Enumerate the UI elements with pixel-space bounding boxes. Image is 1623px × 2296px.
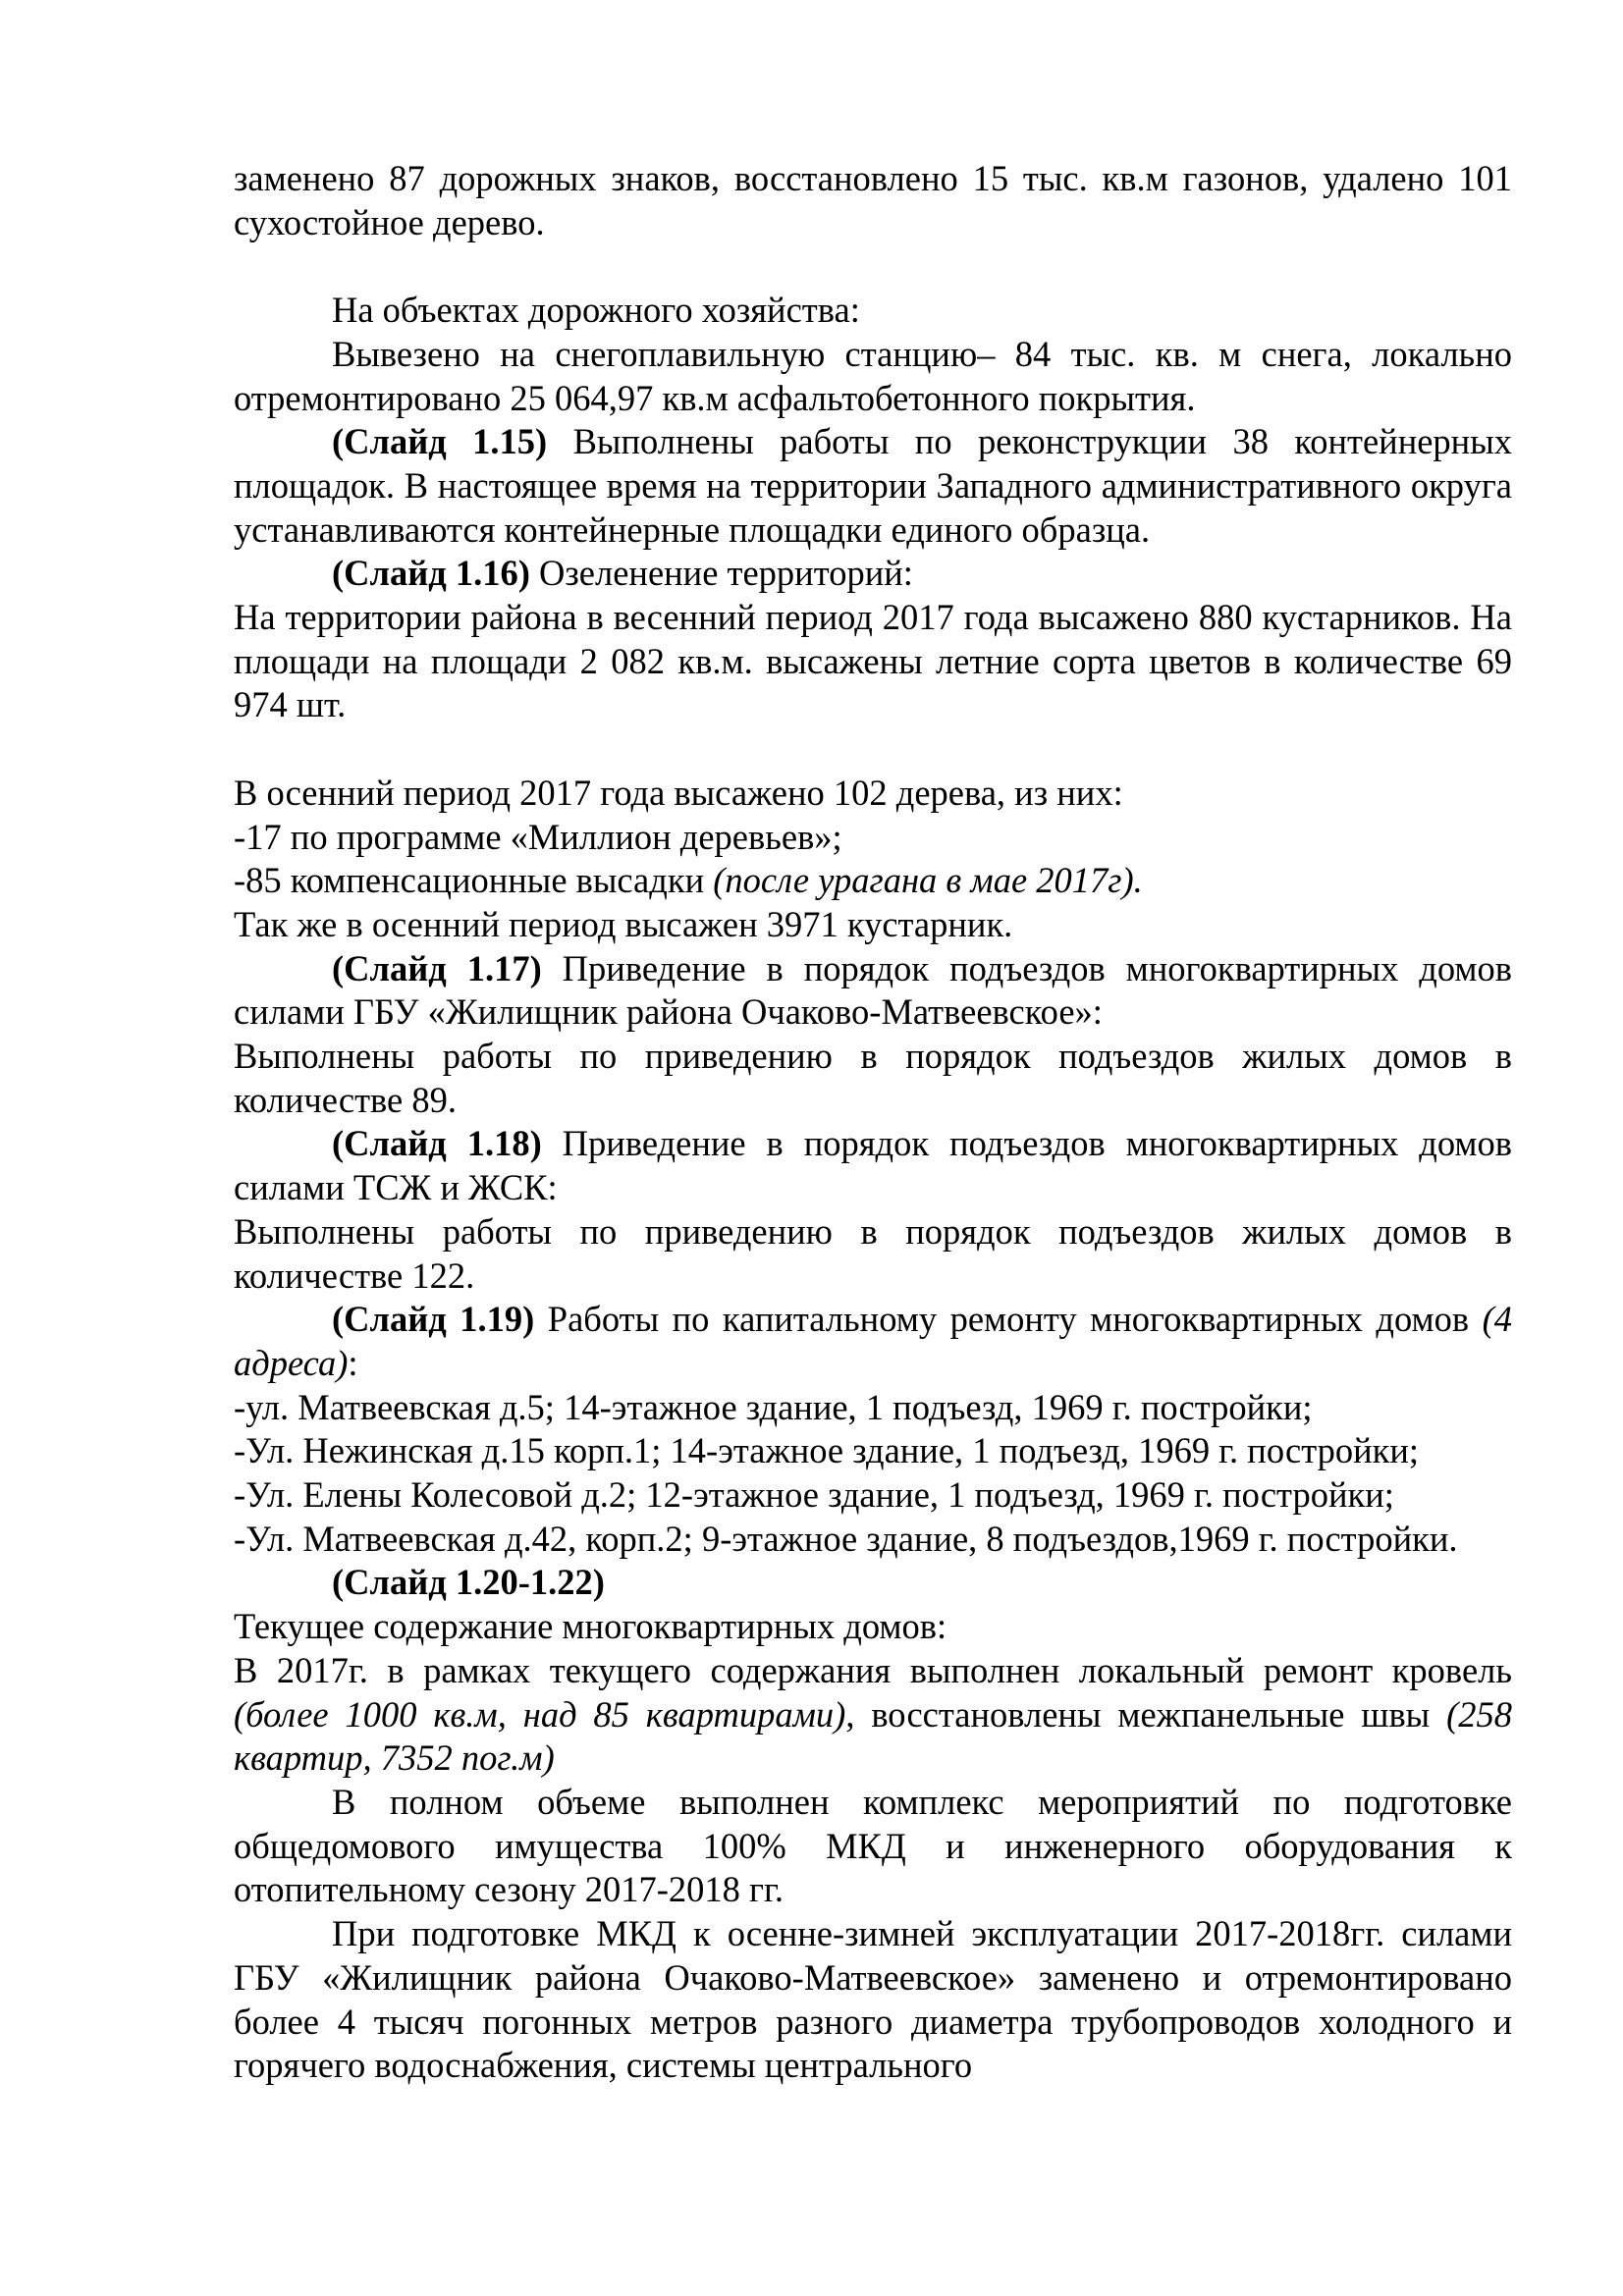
paragraph-text: : [348,1342,358,1383]
paragraph-slide-1-20-1-22 [234,1561,1512,1605]
paragraph-heating-season: В полном объеме выполнен комплекс мероприятий по подготовке общедомового имущества 100% МКД и инженерного оборудования к отопительному сезону 2017-2018 гг. [234,1781,1512,1910]
paragraph-entrances-89: Выполнены работы по приведению в порядок подъездов жилых домов в количестве 89. [234,1036,1512,1120]
address-item-3: -Ул. Елены Колесовой д.2; 12-этажное здание, 1 подъезд, 1969 г. постройки; [234,1474,1394,1516]
paragraph-autumn-planting: В осенний период 2017 года высажено 102 дерева, из них: [234,772,1123,813]
blank-line [234,727,1512,772]
blank-line [234,244,1512,289]
italic-note: (более 1000 кв.м, над 85 квартирами) [234,1693,846,1735]
paragraph-pipeline-replacement: При подготовке МКД к осенне-зимней эксплуатации 2017-2018гг. силами ГБУ «Жилищник района Очаково-Матвеевское» заменено и отремонтировано более 4 тысяч погонных метров разного диаметра трубопроводов холодного и горячего водоснабжения, системы центрального [234,1913,1512,2086]
paragraph-road-signs: заменено 87 дорожных знаков, восстановлено 15 тыс. кв.м газонов, удалено 101 сухостойное дерево. [234,158,1512,242]
document-page [234,157,1512,2088]
address-item-4: -Ул. Матвеевская д.42, корп.2; 9-этажное здание, 8 подъездов,1969 г. постройки. [234,1518,1458,1559]
list-item-million-trees: -17 по программе «Миллион деревьев»; [234,816,842,857]
paragraph-slide-1-18 [234,1122,1512,1209]
paragraph-text: В 2017г. в рамках текущего содержания выполнен локальный ремонт кровель [234,1649,1512,1690]
paragraph-spring-planting: На территории района в весенний период 2017 года высажено 880 кустарников. На площади на площади 2 082 кв.м. высажены летние сорта цветов в количестве 69 974 шт. [234,597,1512,725]
slide-label: (Слайд 1.16) [332,553,530,594]
paragraph-road-facilities-heading: На объектах дорожного хозяйства: [332,290,860,331]
address-item-2: -Ул. Нежинская д.15 корп.1; 14-этажное здание, 1 подъезд, 1969 г. постройки; [234,1430,1420,1471]
paragraph-text: Приведение в порядок подъездов многоквартирных домов силами ГБУ «Жилищник района Очаково-Матвеевское»: [234,947,1512,1033]
paragraph-entrances-122: Выполнены работы по приведению в порядок подъездов жилых домов в количестве 122. [234,1210,1512,1296]
paragraph-text: Работы по капитальному ремонту многоквартирных домов [534,1299,1483,1340]
paragraph-slide-1-16 [234,552,1512,596]
paragraph-slide-1-17 [234,947,1512,1035]
paragraph-slide-1-19 [234,1298,1512,1385]
address-item-1: -ул. Матвеевская д.5; 14-этажное здание, 1 подъезд, 1969 г. постройки; [234,1386,1313,1427]
paragraph-maintenance-heading: Текущее содержание многоквартирных домов: [234,1606,947,1647]
italic-note: (4 адреса) [234,1299,1512,1383]
paragraph-text: Выполнены работы по реконструкции 38 контейнерных площадок. В настоящее время на территории Западного административного округа устанавливаются контейнерные площадки единого образца. [234,421,1512,550]
paragraph-roof-repair [234,1649,1512,1781]
slide-label: (Слайд 1.18) [332,1123,542,1164]
list-item-compensation [234,859,1512,903]
paragraph-slide-1-15 [234,420,1512,552]
slide-label: (Слайд 1.17) [332,947,542,988]
paragraph-text: , восстановлены межпанельные швы [845,1693,1447,1735]
slide-label: (Слайд 1.19) [332,1299,535,1340]
slide-label: (Слайд 1.15) [332,421,548,462]
paragraph-snow-removal: Вывезено на снегоплавильную станцию– 84 тыс. кв. м снега, локально отремонтировано 25 064,97 кв.м асфальтобетонного покрытия. [234,333,1512,418]
paragraph-shrubs: Так же в осенний период высажен 3971 кустарник. [234,903,1013,944]
italic-note: (258 квартир, 7352 пог.м) [234,1693,1512,1779]
paragraph-text: Приведение в порядок подъездов многоквартирных домов силами ТСЖ и ЖСК: [234,1123,1512,1208]
italic-note: (после урагана в мае 2017г). [713,860,1143,901]
paragraph-text: Озеленение территорий: [529,553,913,594]
paragraph-text: -85 компенсационные высадки [234,860,714,901]
slide-label: (Слайд 1.20-1.22) [332,1562,605,1603]
